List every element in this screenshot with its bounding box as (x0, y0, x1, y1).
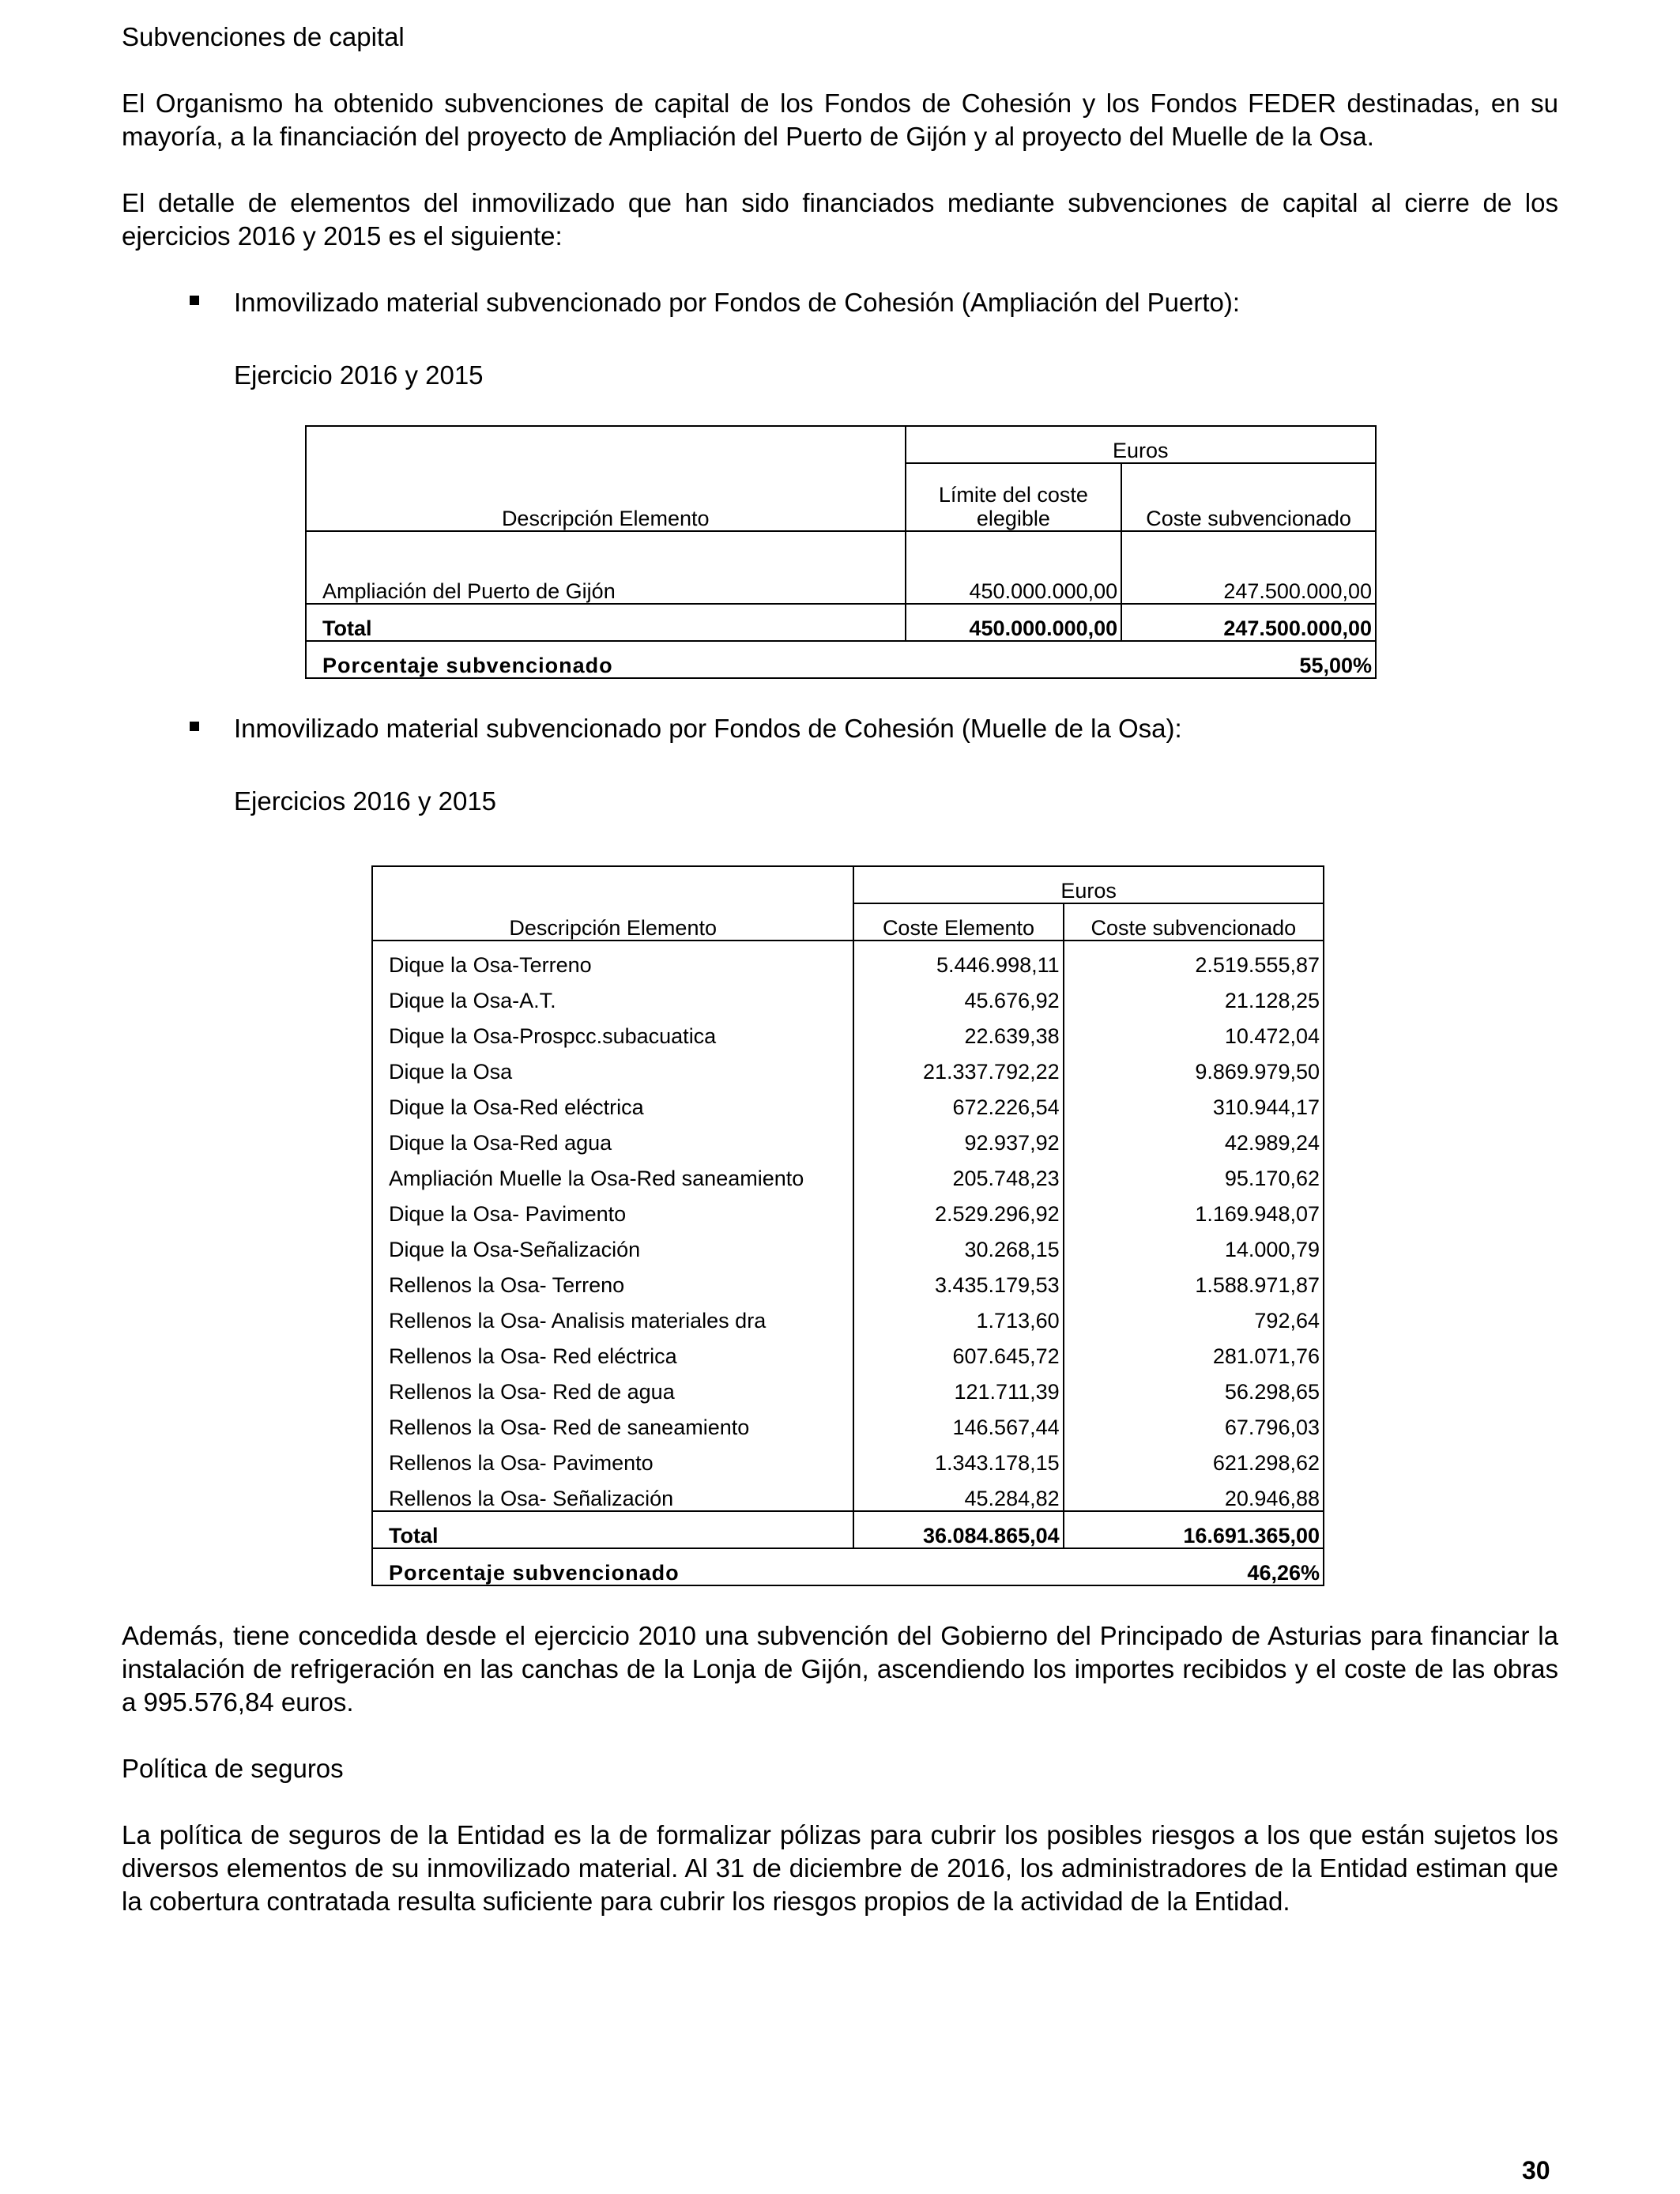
table-row: Dique la Osa 21.337.792,22 9.869.979,50 (372, 1048, 1324, 1084)
section-heading-seguros: Política de seguros (122, 1754, 344, 1783)
section-heading-subvenciones: Subvenciones de capital (122, 22, 405, 51)
col-header-coste-elemento: Coste Elemento (853, 903, 1063, 941)
table-row: Dique la Osa-Señalización 30.268,15 14.000,79 (372, 1226, 1324, 1261)
table-row: Dique la Osa-A.T. 45.676,92 21.128,25 (372, 977, 1324, 1012)
col-header-coste-subvencionado: Coste subvencionado (1064, 903, 1324, 941)
table-row: Dique la Osa-Terreno 5.446.998,11 2.519.555,87 (372, 941, 1324, 977)
document-page (122, 21, 1558, 1918)
euros-header: Euros (906, 426, 1376, 463)
paragraph-politica-seguros: La política de seguros de la Entidad es la de formalizar pólizas para cubrir los posibles riesgos a los que están sujetos los diversos elementos de su inmovilizado material. Al 31 de diciembre de 2016, los administradores de la Entidad estiman que la cobertura contratada resulta suficiente para cubrir los riesgos propios de la actividad de la Entidad. (122, 1820, 1558, 1916)
percent-row: Porcentaje subvencionado 46,26% (372, 1548, 1324, 1585)
col-header-descripcion: Descripción Elemento (372, 903, 853, 941)
table-row: Rellenos la Osa- Red de saneamiento 146.567,44 67.796,03 (372, 1404, 1324, 1439)
table-row: Rellenos la Osa- Señalización 45.284,82 20.946,88 (372, 1475, 1324, 1511)
col-header-limite: Límite del coste elegible (906, 463, 1122, 531)
total-row: Total 450.000.000,00 247.500.000,00 (306, 604, 1376, 641)
total-row: Total 36.084.865,04 16.691.365,00 (372, 1511, 1324, 1548)
table-row: Rellenos la Osa- Analisis materiales dra 1.713,60 792,64 (372, 1297, 1324, 1333)
col-header-coste-subvencionado: Coste subvencionado (1121, 463, 1376, 531)
bullet-text: Inmovilizado material subvencionado por Fondos de Cohesión (Ampliación del Puerto): (234, 288, 1241, 317)
percent-row: Porcentaje subvencionado 55,00% (306, 641, 1376, 678)
euros-header: Euros (853, 866, 1324, 903)
table-row: Rellenos la Osa- Red de agua 121.711,39 56.298,65 (372, 1368, 1324, 1404)
table-ampliacion-puerto (305, 425, 1377, 679)
page-number: 30 (1522, 2156, 1550, 2185)
table2-period: Ejercicios 2016 y 2015 (234, 786, 497, 816)
paragraph-ademas: Además, tiene concedida desde el ejercicio 2010 una subvención del Gobierno del Principado de Asturias para financiar la instalación de refrigeración en las canchas de la Lonja de Gijón, ascendiendo los importes recibidos y el coste de las obras a 995.576,84 euros. (122, 1621, 1558, 1717)
bullet-text: Inmovilizado material subvencionado por Fondos de Cohesión (Muelle de la Osa): (234, 714, 1182, 743)
square-bullet-icon (190, 296, 199, 305)
col-header-descripcion: Descripción Elemento (306, 463, 906, 531)
table-row: Ampliación del Puerto de Gijón 450.000.000,00 247.500.000,00 (306, 531, 1376, 604)
table-row: Dique la Osa-Prospcc.subacuatica 22.639,38 10.472,04 (372, 1012, 1324, 1048)
bullet-ampliacion-puerto (122, 286, 1558, 319)
bullet-muelle-osa (122, 712, 1558, 745)
square-bullet-icon (190, 722, 199, 731)
table-row: Dique la Osa-Red eléctrica 672.226,54 310.944,17 (372, 1084, 1324, 1119)
table-muelle-osa (371, 865, 1324, 1586)
paragraph-organismo: El Organismo ha obtenido subvenciones de capital de los Fondos de Cohesión y los Fondos FEDER destinadas, en su mayoría, a la financiación del proyecto de Ampliación del Puerto de Gijón y al proyecto del Muelle de la Osa. (122, 89, 1558, 151)
table-row: Ampliación Muelle la Osa-Red saneamiento 205.748,23 95.170,62 (372, 1155, 1324, 1190)
table-row: Rellenos la Osa- Pavimento 1.343.178,15 621.298,62 (372, 1439, 1324, 1475)
table1-period: Ejercicio 2016 y 2015 (234, 360, 484, 390)
paragraph-detalle: El detalle de elementos del inmovilizado que han sido financiados mediante subvenciones de capital al cierre de los ejercicios 2016 y 2015 es el siguiente: (122, 188, 1558, 251)
table-row: Rellenos la Osa- Red eléctrica 607.645,72 281.071,76 (372, 1333, 1324, 1368)
table-row: Rellenos la Osa- Terreno 3.435.179,53 1.588.971,87 (372, 1261, 1324, 1297)
table-row: Dique la Osa-Red agua 92.937,92 42.989,24 (372, 1119, 1324, 1155)
table-row: Dique la Osa- Pavimento 2.529.296,92 1.169.948,07 (372, 1190, 1324, 1226)
